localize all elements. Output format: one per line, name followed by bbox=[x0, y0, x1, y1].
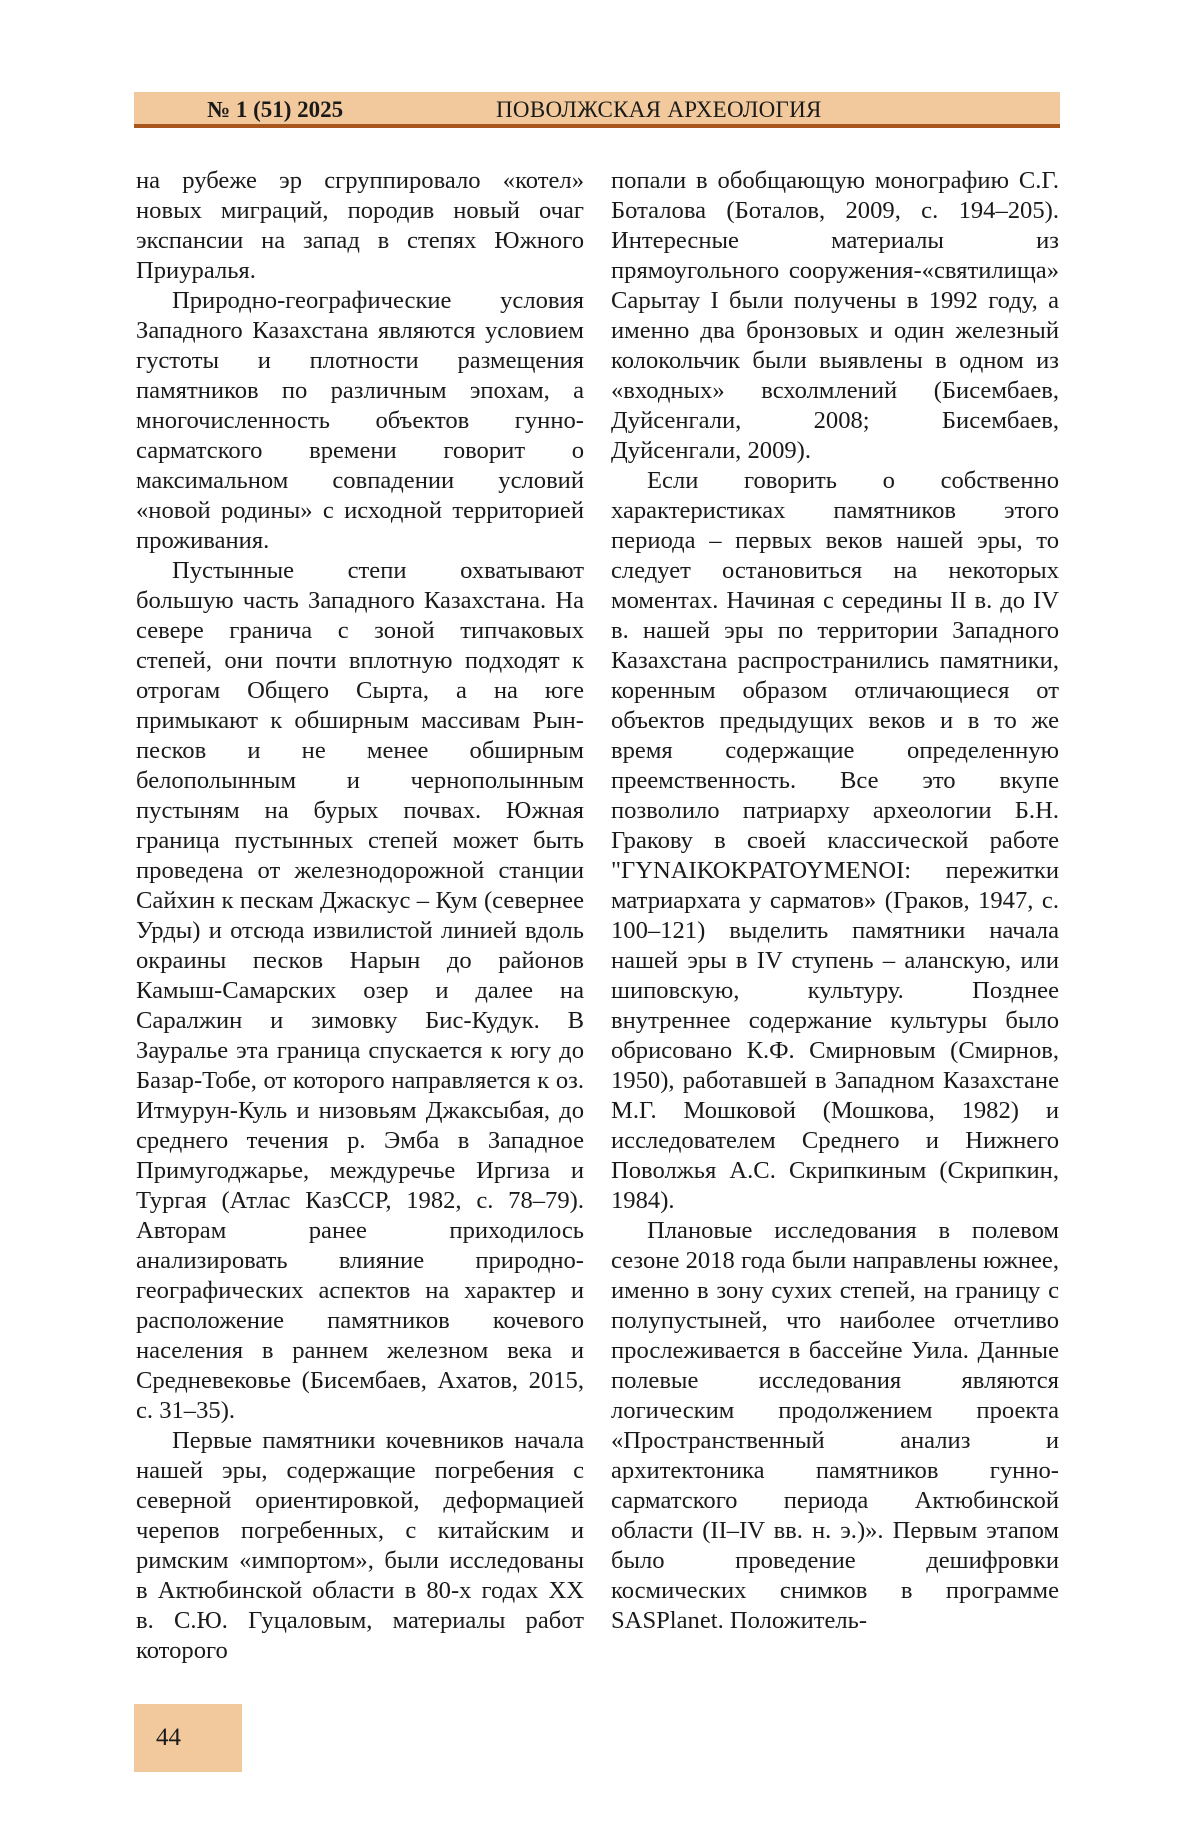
page-number-box bbox=[134, 1704, 242, 1772]
paragraph: Природно-географические условия Западного Казахстана являются условием густоты и плотности размещения памятников по различным эпохам, а многочисленность объектов гунно-сарматского времени говорит о максимальном совпадении условий «новой родины» с исходной территорией проживания. bbox=[136, 287, 584, 554]
right-column bbox=[611, 166, 1059, 1636]
paragraph: Плановые исследования в полевом сезоне 2018 года были направлены южнее, именно в зону сухих степей, на границу с полупустыней, что наиболее отчетливо прослеживается в бассейне Уила. Данные полевые исследования являются логическим продолжением проекта «Пространственный анализ и архитектоника памятников гунно-сарматского периода Актюбинской области (II–IV вв. н. э.)». Первым этапом было проведение дешифровки космических снимков в программе SASPlanet. Положитель- bbox=[611, 1217, 1059, 1634]
paragraph: Пустынные степи охватывают большую часть Западного Казахстана. На севере гранича с зоной типчаковых степей, они почти вплотную подходят к отрогам Общего Сырта, а на юге примыкают к обширным массивам Рын-песков и не менее обширным белополынным и чернополынным пустыням на бурых почвах. Южная граница пустынных степей может быть проведена от железнодорожной станции Сайхин к пескам Джаскус – Кум (севернее Урды) и отсюда извилистой линией вдоль окраины песков Нарын до районов Камыш-Самарских озер и далее на Саралжин и зимовку Бис-Кудук. В Зауралье эта граница спускается к югу до Базар-Тобе, от которого направляется к оз. Итмурун-Куль и низовьям Джаксыбая, до среднего течения р. Эмба в Западное Примугоджарье, междуречье Иргиза и Тургая (Атлас КазССР, 1982, с. 78–79). Авторам ранее приходилось анализировать влияние природно-географических аспектов на характер и расположение памятников кочевого населения в раннем железном века и Средневековье (Бисембаев, Ахатов, 2015, с. 31–35). bbox=[136, 557, 584, 1424]
running-header bbox=[134, 92, 1060, 128]
paragraph: Первые памятники кочевников начала нашей эры, содержащие погребения с северной ориентировкой, деформацией черепов погребенных, с китайским и римским «импортом», были исследованы в Актюбинской области в 80-х годах XX в. С.Ю. Гуцаловым, материалы работ которого bbox=[136, 1427, 584, 1664]
page-number: 44 bbox=[156, 1724, 181, 1751]
journal-title: ПОВОЛЖСКАЯ АРХЕОЛОГИЯ bbox=[496, 97, 822, 122]
left-column bbox=[136, 166, 584, 1666]
issue-number: № 1 (51) 2025 bbox=[207, 97, 344, 122]
paragraph: на рубеже эр сгруппировало «котел» новых миграций, породив новый очаг экспансии на запад в степях Южного Приуралья. bbox=[136, 167, 584, 284]
paragraph: Если говорить о собственно характеристиках памятников этого периода – первых веков нашей эры, то следует остановиться на некоторых моментах. Начиная с середины II в. до IV в. нашей эры по территории Западного Казахстана распространились памятники, коренным образом отличающиеся от объектов предыдущих веков и в то же время содержащие определенную преемственность. Все это вкупе позволило патриарху археологии Б.Н. Гракову в своей классической работе "ΓΥΝΑΙΚΟΚΡΑΤΟΥΜΕΝΟΙ: пережитки матриархата у сарматов» (Граков, 1947, с. 100–121) выделить памятники начала нашей эры в IV ступень – аланскую, или шиповскую, культуру. Позднее внутреннее содержание культуры было обрисовано К.Ф. Смирновым (Смирнов, 1950), работавшей в Западном Казахстане М.Г. Мошковой (Мошкова, 1982) и исследователем Среднего и Нижнего Поволжья А.С. Скрипкиным (Скрипкин, 1984). bbox=[611, 467, 1059, 1214]
paragraph: попали в обобщающую монографию С.Г. Боталова (Боталов, 2009, с. 194–205). Интересные материалы из прямоугольного сооружения-«святилища» Сарытау I были получены в 1992 году, а именно два бронзовых и один железный колокольчик были выявлены в одном из «входных» всхолмлений (Бисембаев, Дуйсенгали, 2008; Бисембаев, Дуйсенгали, 2009). bbox=[611, 167, 1059, 464]
